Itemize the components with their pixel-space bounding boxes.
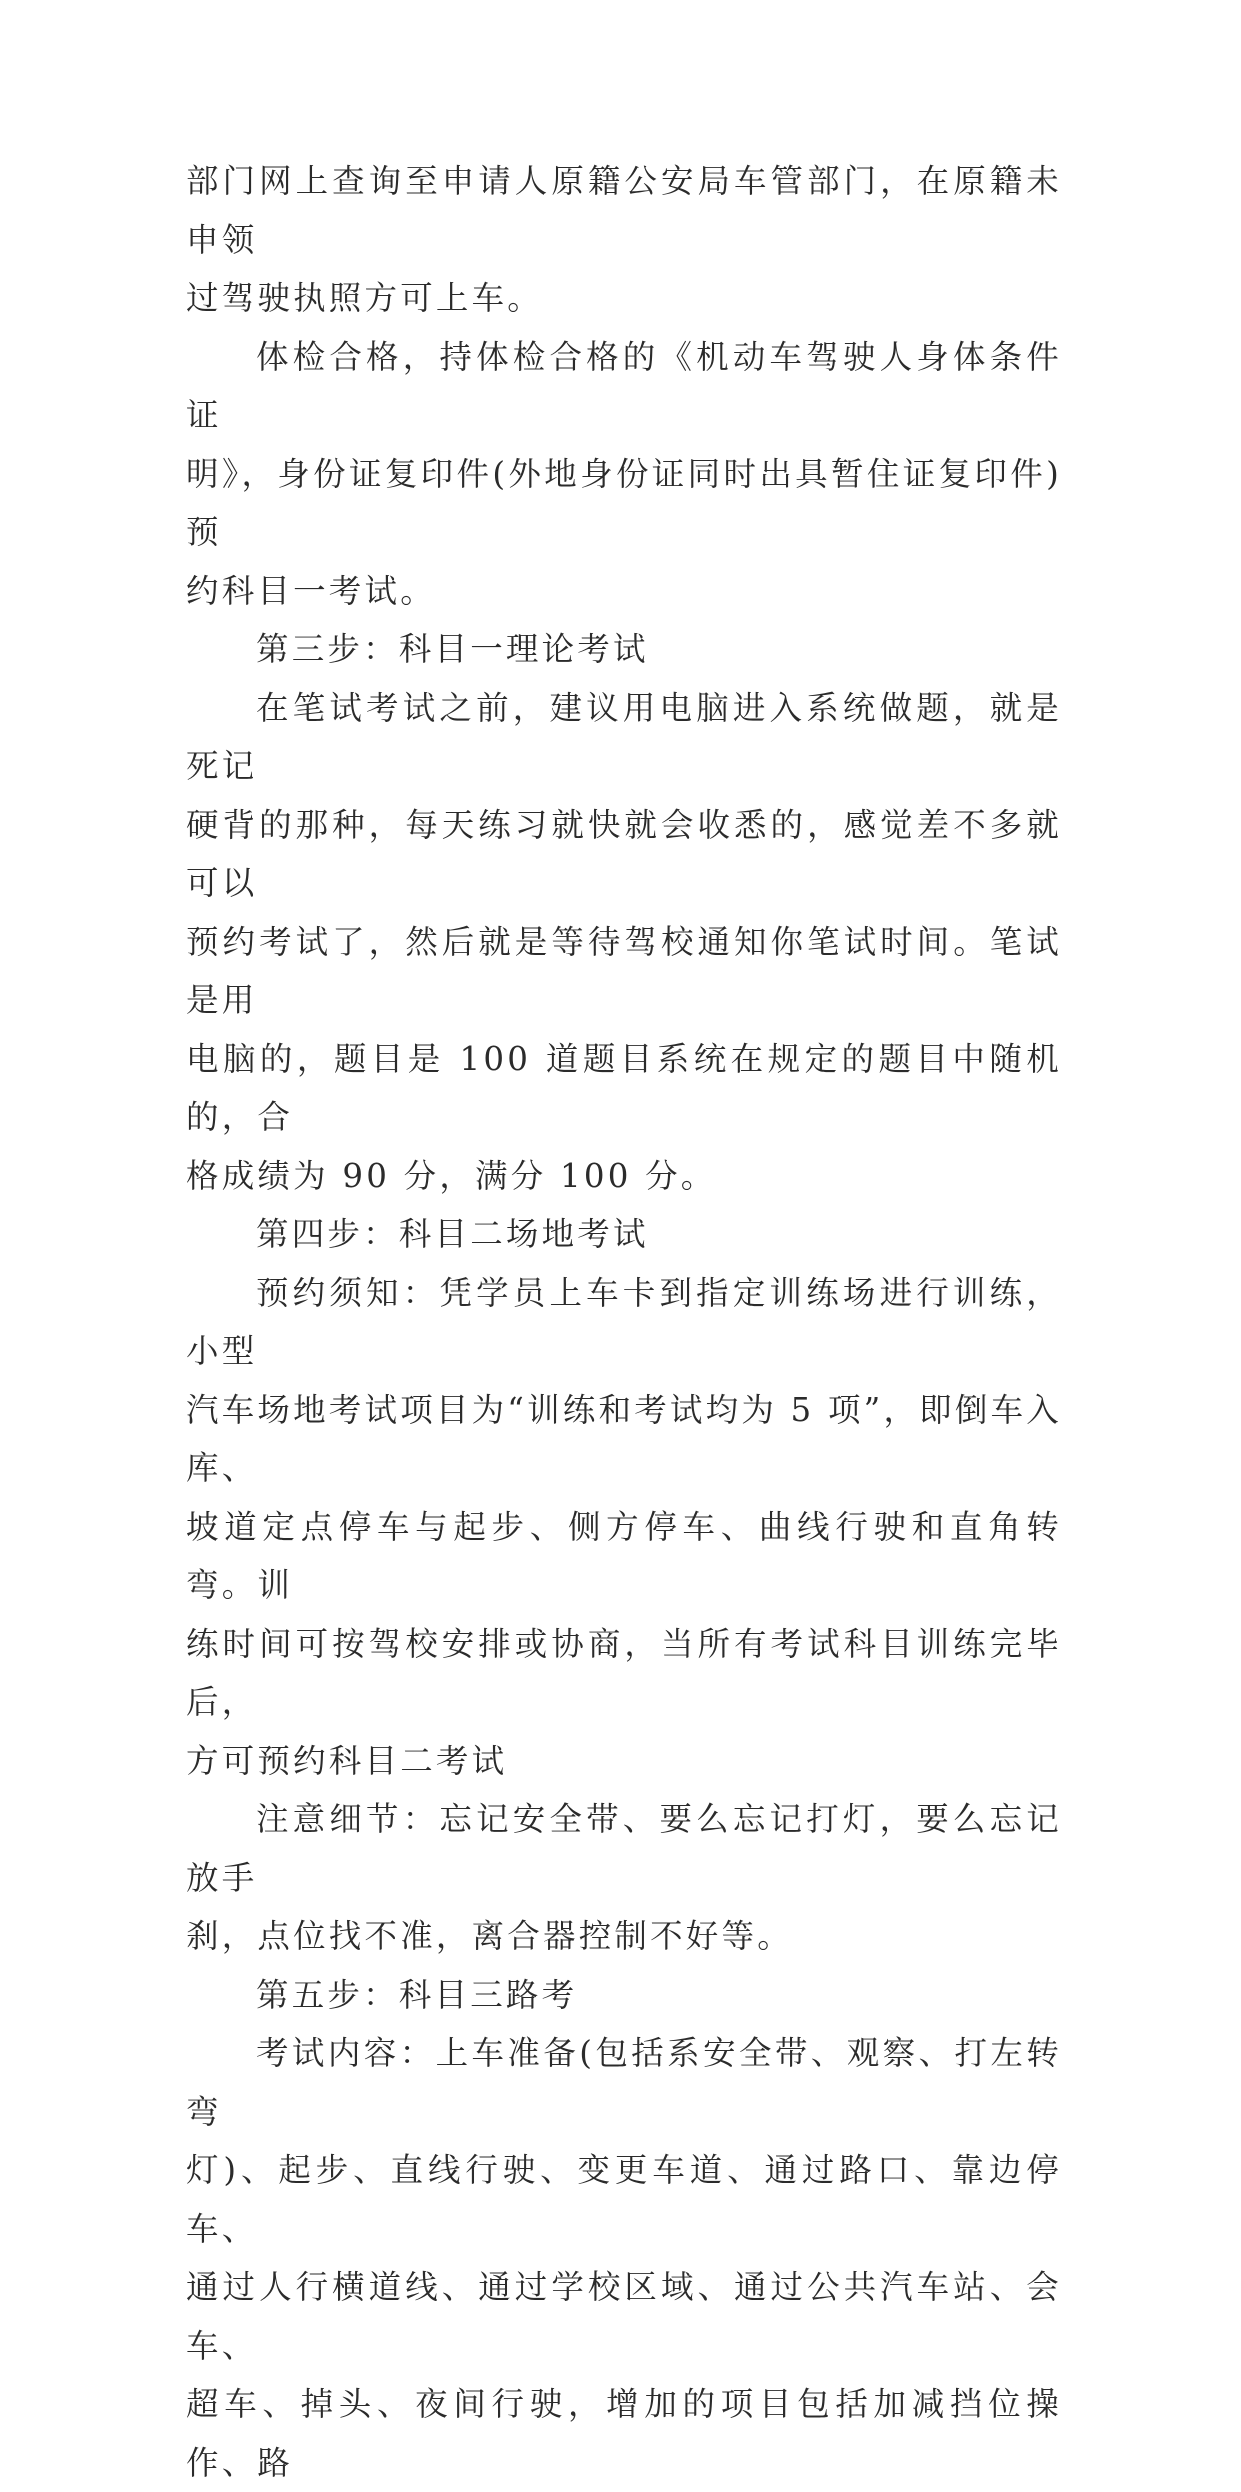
section-heading-step-5: 第五步：科目三路考 <box>256 1975 578 2014</box>
paragraph-2: 体检合格，持体检合格的《机动车驾驶人身体条件证 明》，身份证复印件(外地身份证同时出具暂住证复印件)预 约科目一考试。 <box>186 337 1062 610</box>
paragraph-7: 注意细节：忘记安全带、要么忘记打灯，要么忘记放手 刹，点位找不准，离合器控制不好等。 <box>186 1800 1062 1955</box>
paragraph-9: 考试内容：上车准备(包括系安全带、观察、打左转弯 灯)、起步、直线行驶、变更车道、通过路口、靠边停车、 通过人行横道线、通过学校区域、通过公共汽车站、会车、 超车、掉头、夜间行驶，增加的项目包括加减挡位操作、路 <box>186 2034 1062 2482</box>
section-heading-step-4: 第四步：科目二场地考试 <box>256 1215 649 1253</box>
paragraph-1: 部门网上查询至申请人原籍公安局车管部门，在原籍未申领 过驾驶执照方可上车。 <box>186 162 1062 317</box>
document-body <box>186 152 1062 2492</box>
paragraph-4: 在笔试考试之前，建议用电脑进入系统做题，就是死记 硬背的那种，每天练习就快就会收悉的，感觉差不多就可以 预约考试了，然后就是等待驾校通知你笔试时间。笔试是用 电脑的，题目是 100 道题目系统在规定的题目中随机的，合 格成绩为 90 分，满分 100 分。 <box>186 688 1062 1195</box>
paragraph-6: 预约须知：凭学员上车卡到指定训练场进行训练，小型 汽车场地考试项目为“训练和考试均为 5 项”，即倒车入库、 坡道定点停车与起步、侧方停车、曲线行驶和直角转弯。训 练时间可按驾校安排或协商，当所有考试科目训练完毕后， 方可预约科目二考试 <box>186 1273 1062 1780</box>
section-heading-step-3: 第三步：科目一理论考试 <box>256 630 649 668</box>
